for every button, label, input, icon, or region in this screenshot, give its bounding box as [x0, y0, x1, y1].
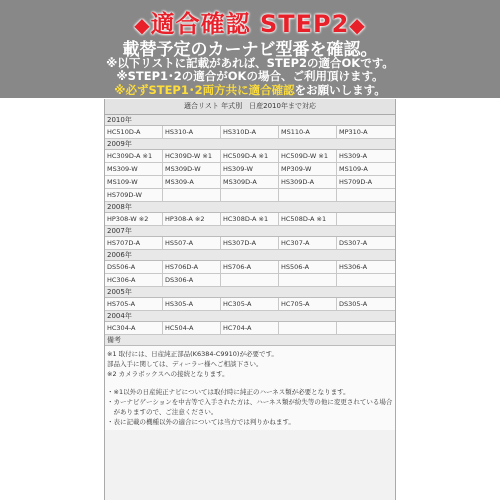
model-cell: MS309-A — [163, 176, 221, 188]
model-cell: HC304-A — [105, 322, 163, 334]
model-cell — [279, 322, 337, 334]
model-cell — [221, 274, 279, 286]
headline: 載替予定のカーナビ型番を確認。 — [122, 40, 378, 60]
model-cell: DS305-A — [337, 298, 395, 310]
diamond-icon-left: ◆ — [134, 13, 151, 37]
model-cell — [221, 189, 279, 201]
model-cell: HC704-A — [221, 322, 279, 334]
model-cell: HP308-A ※2 — [163, 213, 221, 225]
model-cell: HC509D-W ※1 — [279, 150, 337, 162]
table-row — [105, 126, 395, 139]
model-cell: MS109-W — [105, 176, 163, 188]
model-cell: HS306-A — [337, 261, 395, 273]
compatibility-list — [104, 99, 396, 500]
model-cell — [337, 213, 395, 225]
model-cell: MS309D-W — [163, 163, 221, 175]
model-cell — [279, 274, 337, 286]
model-cell: HS310D-A — [221, 126, 279, 138]
model-cell: MS309D-A — [221, 176, 279, 188]
model-cell — [337, 322, 395, 334]
table-row — [105, 163, 395, 176]
year-header: 2006年 — [105, 250, 395, 261]
year-header: 2004年 — [105, 311, 395, 322]
model-cell: HC309D-W ※1 — [163, 150, 221, 162]
note-line-3 — [0, 83, 500, 97]
model-cell: HC308D-A ※1 — [221, 213, 279, 225]
table-row — [105, 322, 395, 335]
note-line: 部品入手に関しては、ディーラー様へご相談下さい。 — [107, 360, 263, 368]
year-groups — [105, 115, 395, 335]
model-cell: HS309D-A — [279, 176, 337, 188]
table-row — [105, 150, 395, 163]
table-row — [105, 237, 395, 250]
model-cell: HC309D-A ※1 — [105, 150, 163, 162]
diamond-icon-right: ◆ — [349, 13, 366, 37]
model-cell: HS709D-W — [105, 189, 163, 201]
model-cell: HC510D-A — [105, 126, 163, 138]
note-line-3-post: をお願いします。 — [294, 83, 386, 97]
model-cell: DS306-A — [163, 274, 221, 286]
step-title-text: 適合確認 STEP2 — [150, 10, 350, 38]
model-cell: HS307D-A — [221, 237, 279, 249]
note-line-3-pre: ※必ず — [114, 83, 149, 97]
model-cell: MP309-W — [279, 163, 337, 175]
model-cell: HS706-A — [221, 261, 279, 273]
note-line: ※2 カメラボックスへの接続となります。 — [107, 370, 229, 378]
year-header: 2007年 — [105, 226, 395, 237]
model-cell: HS305-A — [163, 298, 221, 310]
model-cell: HS310-A — [163, 126, 221, 138]
model-cell: HS506-A — [279, 261, 337, 273]
note-line-2: ※STEP1･2の適合がOKの場合、ご利用頂けます。 — [116, 69, 384, 83]
year-header: 2010年 — [105, 115, 395, 126]
step-title — [0, 4, 500, 39]
model-cell: HS507-A — [163, 237, 221, 249]
model-cell: DS506-A — [105, 261, 163, 273]
model-cell: HC705-A — [279, 298, 337, 310]
model-cell: HC305-A — [221, 298, 279, 310]
model-cell: HC504-A — [163, 322, 221, 334]
notes-label: 備考 — [105, 335, 395, 346]
model-cell: HC508D-A ※1 — [279, 213, 337, 225]
note-line: ・カーナビゲーションを中古等で入手された方は、ハーネス類が紛失等の他に変更されている場合 — [107, 398, 393, 406]
table-row — [105, 298, 395, 311]
note-line-1: ※以下リストに記載があれば、STEP2の適合OKです。 — [106, 56, 394, 70]
model-cell: HC306-A — [105, 274, 163, 286]
model-cell — [337, 274, 395, 286]
year-header: 2009年 — [105, 139, 395, 150]
model-cell: HC509D-A ※1 — [221, 150, 279, 162]
model-cell — [279, 189, 337, 201]
table-row — [105, 274, 395, 287]
table-row — [105, 213, 395, 226]
list-title: 適合リスト 年式別 日産2010年まで対応 — [105, 99, 395, 115]
model-cell: MS110-A — [279, 126, 337, 138]
model-cell: HS309-W — [221, 163, 279, 175]
model-cell — [337, 189, 395, 201]
model-cell: HS706D-A — [163, 261, 221, 273]
year-header: 2005年 — [105, 287, 395, 298]
model-cell: HC307-A — [279, 237, 337, 249]
note-line: ※1 取付には、日産純正部品(K6384-C9910)が必要です。 — [107, 350, 278, 358]
year-header: 2008年 — [105, 202, 395, 213]
model-cell: DS307-A — [337, 237, 395, 249]
note-line: がありますので、ご注意ください。 — [107, 408, 218, 416]
notes-body — [105, 346, 395, 430]
model-cell: HS707D-A — [105, 237, 163, 249]
model-cell: MP310-A — [337, 126, 395, 138]
table-row — [105, 261, 395, 274]
model-cell: HS309-A — [337, 150, 395, 162]
model-cell — [163, 189, 221, 201]
table-row — [105, 189, 395, 202]
note-line: ・※1以外の日産純正ナビについては取付時に純正のハーネス類が必要となります。 — [107, 388, 350, 396]
header-banner — [0, 0, 500, 98]
note-line-3-highlight: STEP1･2両方共に適合確認 — [148, 83, 295, 97]
table-row — [105, 176, 395, 189]
model-cell: MS309-W — [105, 163, 163, 175]
model-cell: HP308-W ※2 — [105, 213, 163, 225]
model-cell: HS709D-A — [337, 176, 395, 188]
note-line: ・表に記載の機種以外の適合については当方では判りかねます。 — [107, 418, 295, 426]
model-cell: HS705-A — [105, 298, 163, 310]
model-cell: MS109-A — [337, 163, 395, 175]
note-line — [107, 379, 393, 387]
